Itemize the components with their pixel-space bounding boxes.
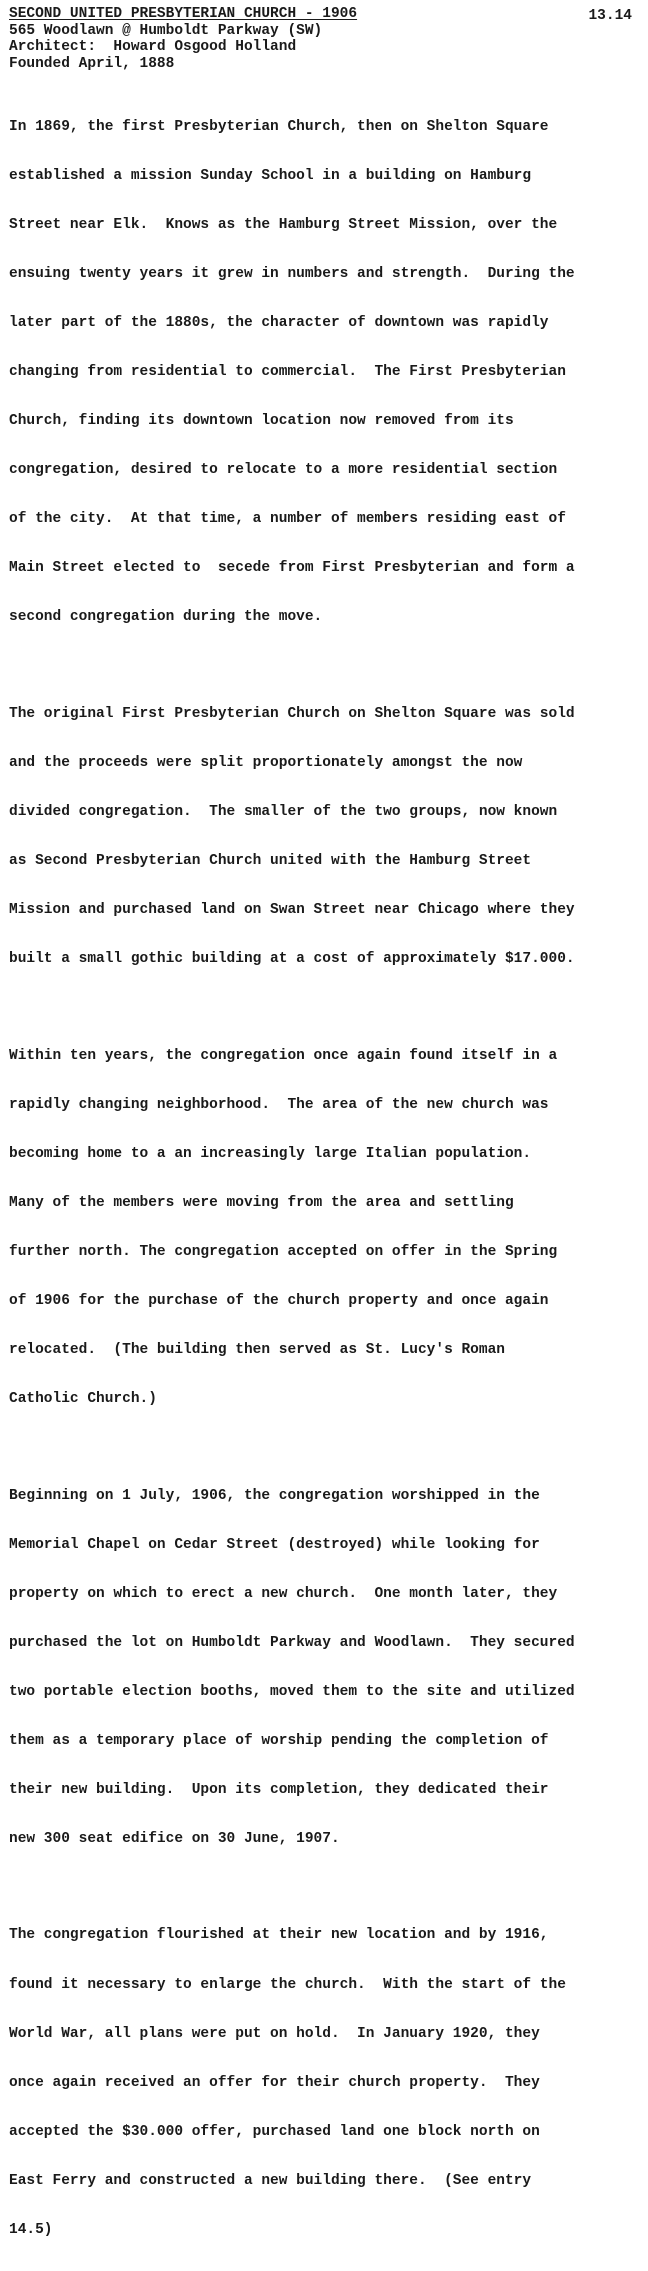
paragraph [9, 1015, 638, 1440]
text-line: accepted the $30.000 offer, purchased land one block north on [9, 2123, 540, 2140]
text-line: and the proceeds were split proportionately amongst the now [9, 754, 523, 771]
entry-number: 13.14 [588, 8, 632, 24]
text-line: found it necessary to enlarge the church. With the start of the [9, 1976, 566, 1993]
text-line: East Ferry and constructed a new building there. (See entry [9, 2172, 532, 2189]
text-line: Main Street elected to secede from First Presbyterian and form a [9, 559, 575, 576]
text-line: their new building. Upon its completion, they dedicated their [9, 1781, 549, 1798]
text-line: 14.5) [9, 2221, 53, 2238]
text-line: congregation, desired to relocate to a more residential section [9, 461, 558, 478]
text-line: purchased the lot on Humboldt Parkway and Woodlawn. They secured [9, 1634, 575, 1651]
text-line: relocated. (The building then served as St. Lucy's Roman [9, 1341, 505, 1358]
text-line: Church, finding its downtown location now removed from its [9, 412, 514, 429]
text-line: two portable election booths, moved them to the site and utilized [9, 1683, 575, 1700]
paragraph [9, 1455, 638, 1880]
text-line: built a small gothic building at a cost of approximately $17.000. [9, 950, 575, 967]
text-line: Many of the members were moving from the area and settling [9, 1194, 514, 1211]
paragraph [9, 673, 638, 1000]
text-line: of the city. At that time, a number of members residing east of [9, 510, 566, 527]
text-line: later part of the 1880s, the character of downtown was rapidly [9, 314, 549, 331]
text-line: further north. The congregation accepted on offer in the Spring [9, 1243, 558, 1260]
text-line: The original First Presbyterian Church on Shelton Square was sold [9, 705, 575, 722]
text-line: The congregation flourished at their new location and by 1916, [9, 1927, 549, 1944]
founded-line: Founded April, 1888 [9, 55, 175, 72]
text-line: once again received an offer for their church property. They [9, 2074, 540, 2091]
document-body [9, 86, 638, 2271]
text-line: of 1906 for the purchase of the church property and once again [9, 1292, 549, 1309]
text-line: rapidly changing neighborhood. The area of the new church was [9, 1096, 549, 1113]
text-line: divided congregation. The smaller of the two groups, now known [9, 803, 558, 820]
text-line: Memorial Chapel on Cedar Street (destroyed) while looking for [9, 1536, 540, 1553]
text-line: established a mission Sunday School in a building on Hamburg [9, 167, 532, 184]
document-title: SECOND UNITED PRESBYTERIAN CHURCH - 1906 [9, 6, 358, 22]
text-line: changing from residential to commercial. The First Presbyterian [9, 363, 566, 380]
text-line: In 1869, the first Presbyterian Church, then on Shelton Square [9, 118, 549, 135]
text-line: as Second Presbyterian Church united with the Hamburg Street [9, 852, 532, 869]
text-line: them as a temporary place of worship pending the completion of [9, 1732, 549, 1749]
document-header [9, 6, 638, 72]
architect-line: Architect: Howard Osgood Holland [9, 39, 297, 55]
text-line: ensuing twenty years it grew in numbers and strength. During the [9, 265, 575, 282]
text-line: new 300 seat edifice on 30 June, 1907. [9, 1830, 340, 1847]
text-line: Beginning on 1 July, 1906, the congregation worshipped in the [9, 1487, 540, 1504]
text-line: property on which to erect a new church. One month later, they [9, 1585, 558, 1602]
paragraph [9, 86, 638, 658]
address-line: 565 Woodlawn @ Humboldt Parkway (SW) [9, 22, 323, 39]
text-line: becoming home to a an increasingly large Italian population. [9, 1145, 532, 1162]
paragraph [9, 1895, 638, 2271]
text-line: second congregation during the move. [9, 609, 323, 625]
text-line: Catholic Church.) [9, 1390, 157, 1407]
text-line: Within ten years, the congregation once again found itself in a [9, 1047, 558, 1064]
text-line: Mission and purchased land on Swan Street near Chicago where they [9, 901, 575, 918]
text-line: World War, all plans were put on hold. In January 1920, they [9, 2025, 540, 2042]
text-line: Street near Elk. Knows as the Hamburg Street Mission, over the [9, 216, 558, 233]
